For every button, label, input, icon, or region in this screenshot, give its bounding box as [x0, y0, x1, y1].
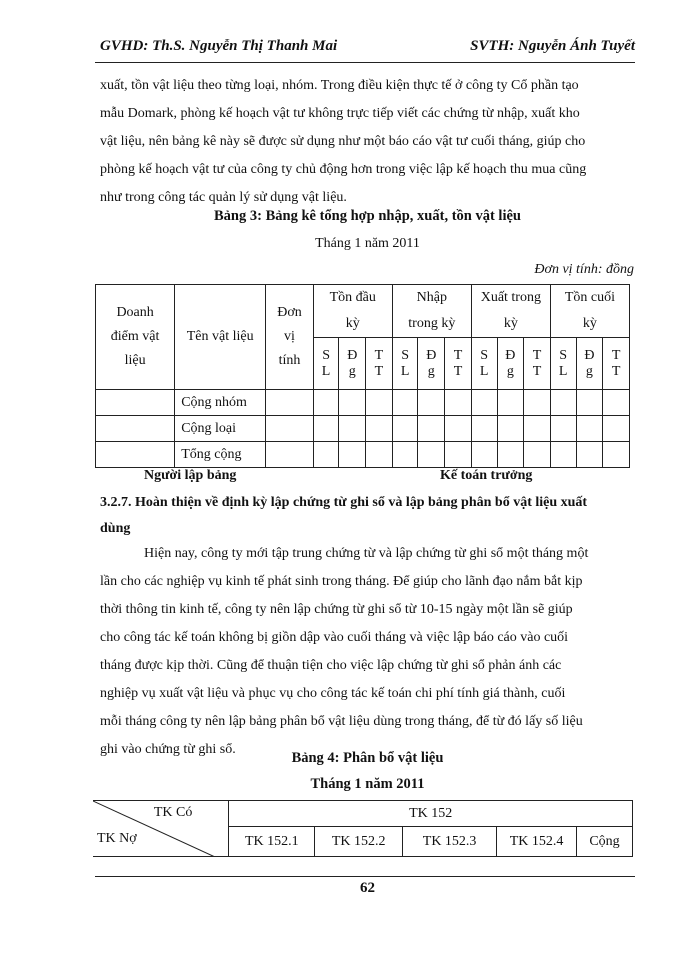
header-text: kỳ [582, 316, 597, 331]
sub-dg [497, 338, 524, 390]
sub-bottom: L [321, 363, 331, 379]
sub-sl [471, 338, 497, 390]
header-text: vị [284, 329, 295, 344]
table-row [96, 442, 630, 468]
sub-top: S [322, 347, 330, 363]
section-heading-line: 3.2.7. Hoàn thiện về định kỳ lập chứng từ ghi sổ và lập bảng phân bổ vật liệu xuất [100, 495, 588, 510]
paragraph-line: vật liệu, nên bảng kê này sẽ được sử dụng như một báo cáo vật tư cuối tháng, giúp cho [100, 134, 586, 149]
header-text: Đơn [277, 305, 302, 320]
signature-chief-accountant: Kế toán trưởng [440, 468, 533, 483]
sub-dg [576, 338, 603, 390]
page-number: 62 [360, 880, 375, 896]
row-label: Cộng nhóm [175, 390, 266, 416]
paragraph-line: mỗi tháng công ty nên lập bảng phân bổ vật liệu dùng trong tháng, để từ đó lấy số liệu [100, 714, 583, 729]
col-tk1521: TK 152.1 [229, 827, 315, 857]
row-label: Tổng cộng [175, 442, 266, 468]
header-text: trong kỳ [408, 316, 456, 331]
sub-top: T [374, 347, 384, 363]
sub-bottom: g [585, 363, 593, 379]
sub-top: Đ [584, 347, 595, 363]
sub-bottom: T [453, 363, 463, 379]
sub-bottom: g [348, 363, 356, 379]
sub-tt [603, 338, 630, 390]
signature-preparer: Người lập bảng [144, 468, 237, 483]
sub-top: S [401, 347, 409, 363]
table3-title: Bảng 3: Bảng kê tổng hợp nhập, xuất, tồn vật liệu [214, 208, 521, 224]
cell [96, 416, 175, 442]
sub-top: S [480, 347, 489, 363]
header-text: kỳ [503, 316, 518, 331]
table-row [96, 416, 630, 442]
sub-bottom: T [374, 363, 384, 379]
tk-no-label: TK Nợ [97, 831, 137, 846]
header-text: kỳ [345, 316, 360, 331]
paragraph-line: xuất, tồn vật liệu theo từng loại, nhóm. Trong điều kiện thực tế ở công ty Cổ phần tạo [100, 78, 579, 93]
sub-bottom: T [532, 363, 542, 379]
paragraph-line: thời thông tin kinh tế, công ty nên lập chứng từ ghi sổ từ 10-15 ngày một lần sẽ giúp [100, 602, 573, 617]
sub-bottom: T [611, 363, 621, 379]
sub-dg [418, 338, 445, 390]
sub-bottom: g [427, 363, 435, 379]
group-export-header [471, 285, 550, 338]
header-text: Doanh [116, 305, 154, 320]
sub-top: Đ [347, 347, 358, 363]
sub-sl [392, 338, 418, 390]
header-text: Tồn cuối [564, 290, 615, 305]
table4-wrapper [93, 800, 633, 856]
header-left: GVHD: Th.S. Nguyễn Thị Thanh Mai [100, 38, 338, 54]
sub-top: S [559, 347, 568, 363]
table3-unit: Đơn vị tính: đồng [534, 262, 634, 277]
paragraph-line: tháng được kịp thời. Cũng để thuận tiện cho việc lập chứng từ ghi sổ phản ánh các [100, 658, 562, 673]
paragraph-line: như trong công tác quản lý sử dụng vật liệu. [100, 190, 347, 205]
paragraph-line: cho công tác kế toán không bị giồn dập vào cuối tháng và việc lập báo cáo vào cuối [100, 630, 569, 645]
table4 [93, 800, 633, 857]
paragraph-line: phòng kế hoạch vật tư của công ty chủ động hơn trong việc lập kế hoạch thu mua cũng [100, 162, 587, 177]
table4-subtitle: Tháng 1 năm 2011 [310, 776, 425, 792]
group-opening-header [313, 285, 392, 338]
section-heading-line: dùng [100, 521, 131, 536]
tk-co-label: TK Có [153, 805, 193, 820]
paragraph-line: Hiện nay, công ty mới tập trung chứng từ và lập chứng từ ghi sổ một tháng một [144, 546, 589, 561]
table-row [96, 390, 630, 416]
col-total: Cộng [576, 827, 632, 857]
sub-dg [339, 338, 366, 390]
header-divider [95, 62, 635, 63]
sub-tt [366, 338, 393, 390]
group-closing-header [550, 285, 629, 338]
paragraph-line: ghi vào chứng từ ghi sổ. [100, 742, 236, 757]
section-heading [100, 490, 640, 542]
col-warehouse-header [96, 285, 175, 390]
cell [96, 442, 175, 468]
sub-sl [313, 338, 339, 390]
col-tk1523: TK 152.3 [403, 827, 497, 857]
header-text: Xuất trong [480, 290, 541, 305]
table4-title: Bảng 4: Phân bổ vật liệu [291, 750, 444, 766]
col-unit-header [266, 285, 314, 390]
sub-top: T [532, 347, 542, 363]
header-right: SVTH: Nguyễn Ánh Tuyết [470, 38, 635, 54]
paragraph-line: mẫu Domark, phòng kế hoạch vật tư không trực tiếp viết các chứng từ nhập, xuất kho [100, 106, 580, 121]
header-text: tính [278, 353, 301, 368]
sub-tt [445, 338, 472, 390]
header-text: Tồn đầu [329, 290, 376, 305]
table3-subtitle: Tháng 1 năm 2011 [315, 236, 420, 251]
header-text: liệu [124, 353, 146, 368]
diagonal-header-cell [93, 801, 229, 857]
paragraph-2 [100, 540, 635, 764]
sub-top: Đ [505, 347, 516, 363]
sub-top: T [453, 347, 463, 363]
col-name-header: Tên vật liệu [175, 285, 266, 390]
group-import-header [392, 285, 471, 338]
sub-bottom: L [400, 363, 410, 379]
sub-bottom: g [506, 363, 514, 379]
sub-top: Đ [426, 347, 437, 363]
cell [96, 390, 175, 416]
row-label: Cộng loại [175, 416, 266, 442]
header-text: điểm vật [110, 329, 160, 344]
paragraph-1 [100, 72, 635, 212]
col-tk1522: TK 152.2 [315, 827, 403, 857]
paragraph-line: lần cho các nghiệp vụ kinh tế phát sinh trong tháng. Để giúp cho lãnh đạo nắm bắt kịp [100, 574, 583, 589]
header-text: Nhập [416, 290, 447, 305]
sub-bottom: L [479, 363, 489, 379]
sub-sl [550, 338, 576, 390]
sub-top: T [611, 347, 621, 363]
sub-bottom: L [558, 363, 568, 379]
paragraph-line: nghiệp vụ xuất vật liệu và phục vụ cho công tác kế toán chi phí tính giá thành, cuối [100, 686, 566, 701]
sub-tt [524, 338, 551, 390]
tk152-group-header: TK 152 [229, 801, 633, 827]
table3 [95, 284, 630, 468]
col-tk1524: TK 152.4 [497, 827, 577, 857]
footer-divider [95, 876, 635, 877]
